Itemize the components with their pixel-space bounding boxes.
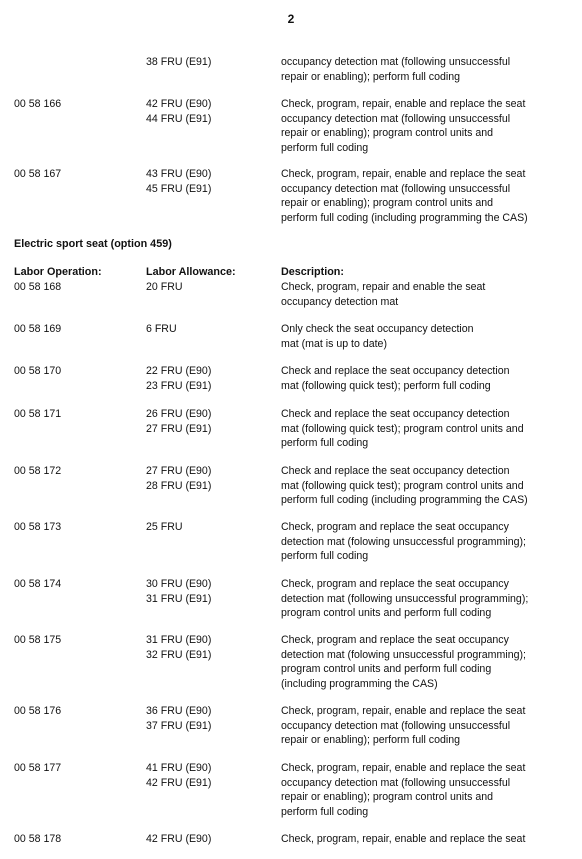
description-line: perform full coding [281, 437, 369, 450]
description-line: occupancy detection mat (following unsuccessful [281, 112, 511, 125]
labor-operation: 00 58 169 [14, 323, 62, 335]
section-title: Electric sport seat (option 459) [14, 238, 172, 250]
labor-allowance: 42 FRU (E90) [146, 98, 212, 110]
description-line: Check, program, repair, enable and replace the seat [281, 168, 526, 180]
description-line: Check, program, repair and enable the seat [281, 281, 486, 293]
labor-allowance: 31 FRU (E91) [146, 592, 212, 605]
labor-allowance: 45 FRU (E91) [146, 182, 212, 195]
description-line: perform full coding [281, 550, 369, 563]
labor-allowance: 6 FRU [146, 323, 177, 335]
labor-operation: 00 58 176 [14, 705, 62, 717]
description-line: occupancy detection mat (following unsuccessful [281, 182, 511, 195]
labor-operation [14, 55, 139, 70]
description-line: Check and replace the seat occupancy detection [281, 465, 510, 477]
labor-allowance: 23 FRU (E91) [146, 379, 212, 392]
description-line: Check and replace the seat occupancy detection [281, 365, 510, 377]
labor-operation: 00 58 177 [14, 762, 62, 774]
description-line: occupancy detection mat (following unsuccessful [281, 776, 511, 789]
labor-operation: 00 58 170 [14, 365, 62, 377]
description-line: Check, program and replace the seat occupancy [281, 578, 509, 590]
description-line: detection mat (folowing unsuccessful programming); [281, 535, 526, 548]
page-number: 2 [287, 12, 295, 26]
labor-allowance: 28 FRU (E91) [146, 479, 212, 492]
labor-allowance: 37 FRU (E91) [146, 719, 212, 732]
description-line: program control units and perform full coding [281, 663, 492, 676]
description-line: Check, program and replace the seat occupancy [281, 521, 509, 533]
labor-allowance: 27 FRU (E91) [146, 422, 212, 435]
labor-allowance: 38 FRU (E91) [146, 56, 212, 68]
labor-allowance: 20 FRU [146, 281, 183, 293]
labor-operation: 00 58 168 [14, 281, 62, 293]
labor-operation: 00 58 175 [14, 634, 62, 646]
labor-operation: 00 58 173 [14, 521, 62, 533]
description-line: Check, program, repair, enable and replace the seat [281, 98, 526, 110]
description-line: (including programming the CAS) [281, 677, 438, 690]
description-line: mat (following quick test); perform full coding [281, 379, 491, 392]
labor-operation: 00 58 178 [14, 833, 62, 845]
description-line: mat (following quick test); program control units and [281, 422, 524, 435]
description-line: occupancy detection mat [281, 295, 399, 308]
description-line: program control units and perform full coding [281, 607, 492, 620]
description-line: perform full coding (including programming the CAS) [281, 211, 528, 224]
description-line: perform full coding (including programming the CAS) [281, 494, 528, 507]
labor-allowance: 43 FRU (E90) [146, 168, 212, 180]
labor-operation: 00 58 167 [14, 168, 62, 180]
labor-allowance: 41 FRU (E90) [146, 762, 212, 774]
description-line: repair or enabling); perform full coding [281, 70, 461, 83]
header-labor-allowance: Labor Allowance: [146, 266, 236, 278]
labor-operation: 00 58 172 [14, 465, 62, 477]
description-line: Check, program, repair, enable and replace the seat [281, 762, 526, 774]
labor-allowance: 25 FRU [146, 521, 183, 533]
description-line: Only check the seat occupancy detection [281, 323, 474, 335]
description-line: Check and replace the seat occupancy detection [281, 408, 510, 420]
description-line: detection mat (folowing unsuccessful programming); [281, 648, 526, 661]
description-line: mat (following quick test); program control units and [281, 479, 524, 492]
description-line: occupancy detection mat (following unsuccessful [281, 719, 511, 732]
description-line: perform full coding [281, 805, 369, 818]
labor-allowance: 22 FRU (E90) [146, 365, 212, 377]
labor-allowance: 32 FRU (E91) [146, 648, 212, 661]
description-line: detection mat (following unsuccessful programming); [281, 592, 529, 605]
labor-allowance: 36 FRU (E90) [146, 705, 212, 717]
labor-allowance: 27 FRU (E90) [146, 465, 212, 477]
labor-operation: 00 58 171 [14, 408, 62, 420]
description-line: repair or enabling); program control units and [281, 791, 493, 804]
labor-allowance: 30 FRU (E90) [146, 578, 212, 590]
labor-operation: 00 58 166 [14, 98, 62, 110]
description-line: repair or enabling); perform full coding [281, 734, 461, 747]
description-line: repair or enabling); program control units and [281, 197, 493, 210]
labor-allowance: 42 FRU (E90) [146, 833, 212, 845]
labor-allowance: 44 FRU (E91) [146, 112, 212, 125]
description-line: perform full coding [281, 141, 369, 154]
description-line: occupancy detection mat (following unsuccessful [281, 56, 511, 68]
labor-allowance: 26 FRU (E90) [146, 408, 212, 420]
labor-allowance: 31 FRU (E90) [146, 634, 212, 646]
description-line: Check, program and replace the seat occupancy [281, 634, 509, 646]
description-line: Check, program, repair, enable and replace the seat [281, 705, 526, 717]
header-description: Description: [281, 266, 344, 278]
labor-allowance: 42 FRU (E91) [146, 776, 212, 789]
description-line: mat (mat is up to date) [281, 337, 387, 350]
description-line: Check, program, repair, enable and replace the seat [281, 833, 526, 845]
description-line: repair or enabling); program control units and [281, 127, 493, 140]
header-labor-operation: Labor Operation: [14, 266, 102, 278]
labor-operation: 00 58 174 [14, 578, 62, 590]
